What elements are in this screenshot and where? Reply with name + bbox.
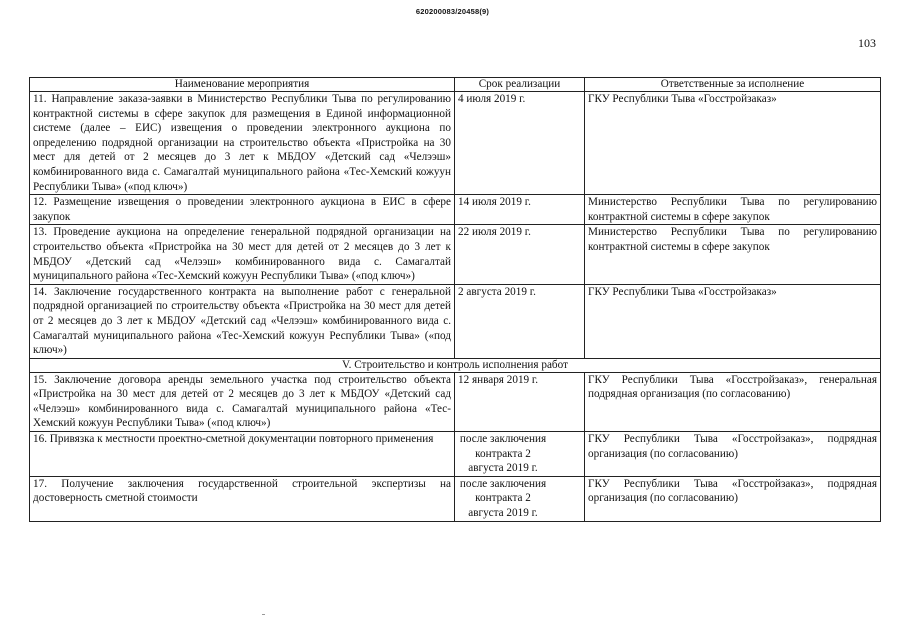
document-number: 620200083/20458(9) xyxy=(415,7,490,16)
table-row xyxy=(30,284,881,358)
row-name-cell: 14. Заключение государственного контракта на выполнение работ с генеральной подрядной организацией по строительству объекта «Пристройка на 30 мест для детей от 2 месяцев до 3 лет к МБДОУ «Детский сад «Челээш» комбинированного вида с. Самагалтай муниципального района «Тес-Хемский кожуун Республики Тыва» («под ключ») xyxy=(30,284,455,358)
row-responsible-cell: ГКУ Республики Тыва «Госстройзаказ» xyxy=(585,284,881,358)
row-name-cell: 17. Получение заключения государственной строительной экспертизы на достоверность сметной стоимости xyxy=(30,476,455,521)
row-responsible-cell: Министерство Республики Тыва по регулированию контрактной системы в сфере закупок xyxy=(585,195,881,225)
row-responsible-cell: ГКУ Республики Тыва «Госстройзаказ», генеральная подрядная организация (по согласованию) xyxy=(585,372,881,431)
row-responsible-cell: ГКУ Республики Тыва «Госстройзаказ» xyxy=(585,92,881,195)
table-header-row xyxy=(30,78,881,92)
page-number: 103 xyxy=(858,36,876,50)
row-name-cell: 11. Направление заказа-заявки в Министерство Республики Тыва по регулированию контрактной системы в сфере закупок для размещения в Единой информационной системе (далее – ЕИС) извещения о проведении электронного аукциона по определению подрядной организации на строительство объекта «Пристройка на 30 мест для детей от 2 месяцев до 3 лет к МБДОУ «Детский сад «Челээш» комбинированного вида с. Самагалтай муниципального района «Тес-Хемский кожуун Республики Тыва» («под ключ») xyxy=(30,92,455,195)
row-term-cell: 12 января 2019 г. xyxy=(455,372,585,431)
table-row xyxy=(30,92,881,195)
scan-mark xyxy=(262,614,265,615)
events-table xyxy=(29,77,881,522)
table-row xyxy=(30,476,881,521)
table-row xyxy=(30,432,881,477)
row-term-cell: 2 августа 2019 г. xyxy=(455,284,585,358)
table-row xyxy=(30,372,881,431)
row-term-cell: 14 июля 2019 г. xyxy=(455,195,585,225)
row-responsible-cell: ГКУ Республики Тыва «Госстройзаказ», подрядная организация (по согласованию) xyxy=(585,432,881,477)
row-term-cell: 22 июля 2019 г. xyxy=(455,225,585,284)
row-responsible-cell: Министерство Республики Тыва по регулированию контрактной системы в сфере закупок xyxy=(585,225,881,284)
table-row xyxy=(30,195,881,225)
column-header-term: Срок реализации xyxy=(455,78,585,92)
row-name-cell: 13. Проведение аукциона на определение генеральной подрядной организации на строительство объекта «Пристройка на 30 мест для детей от 2 месяцев до 3 лет к МБДОУ «Детский сад «Челээш» комбинированного вида с. Самагалтай муниципального района «Тес-Хемский кожуун Республики Тыва» («под ключ») xyxy=(30,225,455,284)
section-heading: V. Строительство и контроль исполнения работ xyxy=(30,358,881,372)
table-row xyxy=(30,225,881,284)
row-term-cell xyxy=(455,432,585,477)
row-responsible-cell: ГКУ Республики Тыва «Госстройзаказ», подрядная организация (по согласованию) xyxy=(585,476,881,521)
row-name-cell: 15. Заключение договора аренды земельного участка под строительство объекта «Пристройка на 30 мест для детей от 2 месяцев до 3 лет к МБДОУ «Детский сад «Челээш» комбинированного вида с. Самагалтай муниципального района «Тес-Хемский кожуун Республики Тыва» («под ключ») xyxy=(30,372,455,431)
row-name-cell: 16. Привязка к местности проектно-сметной документации повторного применения xyxy=(30,432,455,477)
column-header-name: Наименование мероприятия xyxy=(30,78,455,92)
column-header-responsible: Ответственные за исполнение xyxy=(585,78,881,92)
row-term-text: после заключения контракта 2 августа 2019 г. xyxy=(459,433,547,475)
section-row xyxy=(30,358,881,372)
row-term-cell xyxy=(455,476,585,521)
row-term-text: после заключения контракта 2 августа 2019 г. xyxy=(459,477,547,520)
row-name-cell: 12. Размещение извещения о проведении электронного аукциона в ЕИС в сфере закупок xyxy=(30,195,455,225)
row-term-cell: 4 июля 2019 г. xyxy=(455,92,585,195)
